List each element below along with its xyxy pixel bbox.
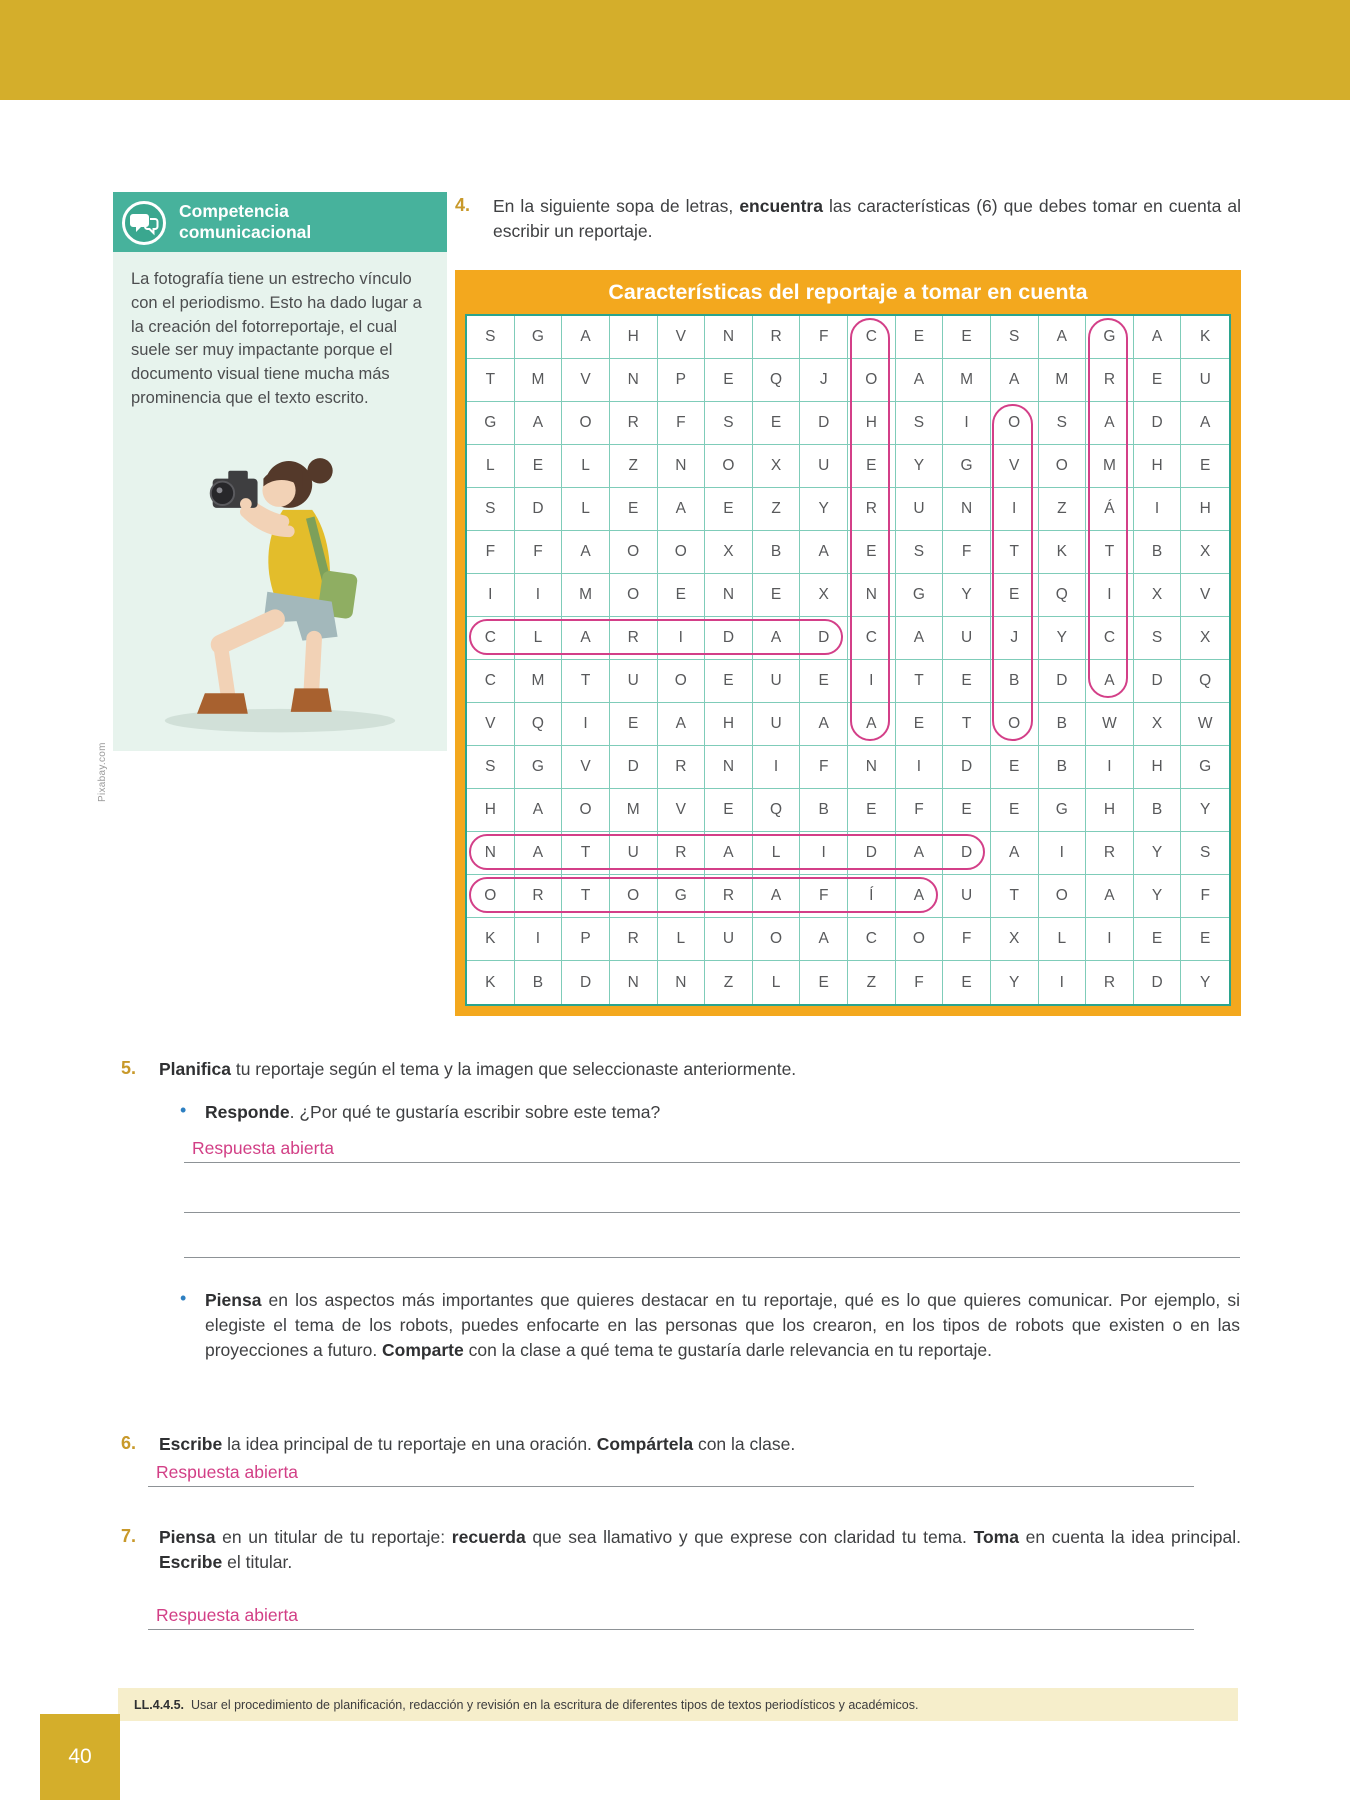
open-answer-label: Respuesta abierta [192, 1138, 335, 1158]
wordsearch-cell: O [705, 445, 753, 488]
wordsearch-cell: R [848, 488, 896, 531]
item-7-number: 7. [121, 1526, 137, 1546]
wordsearch-cell: O [467, 875, 515, 918]
top-banner [0, 0, 1350, 100]
answer-line[interactable] [184, 1217, 1240, 1258]
wordsearch-cell: T [562, 875, 610, 918]
wordsearch-cell: A [562, 617, 610, 660]
wordsearch-cell: E [515, 445, 563, 488]
wordsearch-cell: I [943, 402, 991, 445]
wordsearch-cell: Y [896, 445, 944, 488]
wordsearch-cell: F [467, 531, 515, 574]
wordsearch-cell: Z [753, 488, 801, 531]
wordsearch-cell: A [515, 832, 563, 875]
wordsearch-cell: U [610, 660, 658, 703]
wordsearch-cell: A [562, 531, 610, 574]
wordsearch-cell: B [1134, 789, 1182, 832]
wordsearch-cell: M [1086, 445, 1134, 488]
wordsearch-cell: L [1039, 918, 1087, 961]
wordsearch-cell: Y [991, 961, 1039, 1004]
wordsearch-cell: O [610, 875, 658, 918]
wordsearch-cell: Y [1134, 875, 1182, 918]
wordsearch-cell: I [515, 574, 563, 617]
wordsearch-cell: M [562, 574, 610, 617]
speech-bubbles-icon [121, 200, 167, 246]
wordsearch-cell: K [1181, 316, 1229, 359]
wordsearch-cell: W [1181, 703, 1229, 746]
wordsearch-cell: D [562, 961, 610, 1004]
wordsearch-cell: C [1086, 617, 1134, 660]
wordsearch-cell: F [943, 918, 991, 961]
wordsearch-cell: A [991, 832, 1039, 875]
wordsearch-cell: N [610, 359, 658, 402]
wordsearch-cell: M [515, 359, 563, 402]
wordsearch-cell: A [1086, 660, 1134, 703]
wordsearch-cell: D [515, 488, 563, 531]
wordsearch-cell: X [753, 445, 801, 488]
wordsearch-cell: D [1134, 660, 1182, 703]
wordsearch-cell: T [991, 875, 1039, 918]
wordsearch-cell: Z [1039, 488, 1087, 531]
wordsearch-cell: F [896, 789, 944, 832]
wordsearch-cell: M [943, 359, 991, 402]
wordsearch-cell: V [467, 703, 515, 746]
wordsearch-cell: N [467, 832, 515, 875]
item-4-text: En la siguiente sopa de letras, encuentra las características (6) que debes tomar en cuenta al escribir un reportaje. [493, 196, 1241, 241]
wordsearch-cell: R [658, 746, 706, 789]
item-5-bullet-a [166, 1100, 1240, 1125]
wordsearch-cell: P [658, 359, 706, 402]
competencia-title-line1: Competencia [179, 201, 289, 221]
item-7-text: Piensa en un titular de tu reportaje: recuerda que sea llamativo y que exprese con claridad tu tema. Toma en cuenta la idea principal. Escribe el titular. [159, 1527, 1242, 1572]
bullet-icon: • [180, 1100, 187, 1120]
wordsearch-cell: X [991, 918, 1039, 961]
wordsearch-cell: A [1086, 875, 1134, 918]
wordsearch-cell: O [610, 574, 658, 617]
wordsearch-cell: H [1134, 746, 1182, 789]
wordsearch-cell: R [658, 832, 706, 875]
wordsearch-cell: A [800, 703, 848, 746]
bullet-icon: • [180, 1288, 187, 1308]
wordsearch-cell: G [1181, 746, 1229, 789]
wordsearch-cell: E [658, 574, 706, 617]
wordsearch-cell: J [800, 359, 848, 402]
wordsearch-cell: G [943, 445, 991, 488]
wordsearch-cell: E [705, 359, 753, 402]
page-number: 40 [40, 1714, 120, 1800]
wordsearch-cell: A [800, 918, 848, 961]
wordsearch-cell: F [1181, 875, 1229, 918]
wordsearch-cell: E [943, 660, 991, 703]
wordsearch-cell: G [467, 402, 515, 445]
wordsearch-cell: F [896, 961, 944, 1004]
wordsearch-cell: B [515, 961, 563, 1004]
wordsearch-cell: U [943, 875, 991, 918]
wordsearch-cell: W [1086, 703, 1134, 746]
wordsearch-cell: Q [753, 359, 801, 402]
item-5-text: Planifica tu reportaje según el tema y la imagen que seleccionaste anteriormente. [159, 1059, 797, 1079]
wordsearch-cell: N [705, 316, 753, 359]
wordsearch-cell: U [753, 660, 801, 703]
wordsearch-cell: I [562, 703, 610, 746]
wordsearch-cell: B [753, 531, 801, 574]
wordsearch-cell: K [467, 918, 515, 961]
wordsearch-cell: S [1134, 617, 1182, 660]
wordsearch-cell: H [1181, 488, 1229, 531]
wordsearch-cell: O [991, 402, 1039, 445]
wordsearch-cell: T [943, 703, 991, 746]
wordsearch-cell: R [515, 875, 563, 918]
wordsearch-cell: Y [943, 574, 991, 617]
wordsearch-cell: K [1039, 531, 1087, 574]
wordsearch-cell: S [896, 531, 944, 574]
wordsearch-cell: D [943, 832, 991, 875]
wordsearch-cell: D [1134, 961, 1182, 1004]
wordsearch-cell: D [610, 746, 658, 789]
wordsearch-cell: I [1086, 918, 1134, 961]
wordsearch-cell: X [705, 531, 753, 574]
wordsearch-cell: H [467, 789, 515, 832]
wordsearch-cell: R [753, 316, 801, 359]
wordsearch-cell: B [1039, 746, 1087, 789]
wordsearch-cell: T [896, 660, 944, 703]
wordsearch-cell: V [562, 746, 610, 789]
wordsearch-cell: Q [753, 789, 801, 832]
wordsearch-cell: N [658, 961, 706, 1004]
wordsearch-cell: R [705, 875, 753, 918]
wordsearch-cell: N [610, 961, 658, 1004]
wordsearch-cell: E [848, 531, 896, 574]
wordsearch-cell: Y [1200, 973, 1211, 991]
wordsearch-cell: O [991, 703, 1039, 746]
wordsearch-cell: E [848, 789, 896, 832]
wordsearch-cell: B [1039, 703, 1087, 746]
wordsearch-cell: K [467, 961, 515, 1004]
wordsearch-cell: X [800, 574, 848, 617]
wordsearch-cell: A [658, 488, 706, 531]
wordsearch-cell: L [562, 488, 610, 531]
wordsearch-cell: E [705, 488, 753, 531]
wordsearch-cell: E [1181, 918, 1229, 961]
wordsearch-cell: R [610, 918, 658, 961]
wordsearch-cell: D [1039, 660, 1087, 703]
wordsearch-cell: H [610, 316, 658, 359]
wordsearch-cell: V [1181, 574, 1229, 617]
wordsearch-cell: H [848, 402, 896, 445]
wordsearch-cell: C [467, 617, 515, 660]
photographer-illustration [113, 421, 447, 751]
wordsearch-cell: O [848, 359, 896, 402]
wordsearch-cell: A [1181, 402, 1229, 445]
wordsearch-cell: L [467, 445, 515, 488]
wordsearch-grid [465, 314, 1231, 1006]
competencia-header [113, 192, 447, 252]
wordsearch-cell: S [467, 316, 515, 359]
wordsearch-cell: L [562, 445, 610, 488]
wordsearch-cell: N [848, 746, 896, 789]
wordsearch-cell: B [991, 660, 1039, 703]
wordsearch-cell: U [610, 832, 658, 875]
wordsearch-cell: U [705, 918, 753, 961]
wordsearch-cell: E [610, 703, 658, 746]
item-5-number: 5. [121, 1058, 137, 1078]
wordsearch-cell: D [705, 617, 753, 660]
wordsearch-cell: E [800, 660, 848, 703]
wordsearch-cell: V [562, 359, 610, 402]
wordsearch-cell: I [658, 617, 706, 660]
wordsearch-cell: B [800, 789, 848, 832]
wordsearch-cell: S [991, 316, 1039, 359]
wordsearch-cell: C [848, 316, 896, 359]
wordsearch-cell: M [1039, 359, 1087, 402]
wordsearch-cell: A [896, 359, 944, 402]
wordsearch-cell: S [467, 746, 515, 789]
wordsearch-cell: I [800, 832, 848, 875]
wordsearch-cell: Y [1039, 617, 1087, 660]
wordsearch-cell: G [515, 746, 563, 789]
wordsearch-cell: U [800, 445, 848, 488]
item-6-number: 6. [121, 1433, 137, 1453]
wordsearch-cell: F [800, 316, 848, 359]
competencia-box [113, 192, 447, 751]
wordsearch-cell: A [515, 789, 563, 832]
wordsearch-cell: G [1086, 316, 1134, 359]
wordsearch-cell: I [848, 660, 896, 703]
wordsearch-cell: E [991, 746, 1039, 789]
wordsearch-cell: Á [1086, 488, 1134, 531]
wordsearch-cell: A [991, 359, 1039, 402]
wordsearch-cell: X [1181, 617, 1229, 660]
wordsearch-cell: F [658, 402, 706, 445]
wordsearch-cell: D [943, 746, 991, 789]
wordsearch-cell: G [1039, 789, 1087, 832]
wordsearch-cell: H [705, 703, 753, 746]
wordsearch-cell: I [753, 746, 801, 789]
wordsearch-cell: O [658, 660, 706, 703]
wordsearch-cell: U [1181, 359, 1229, 402]
wordsearch-cell: N [848, 574, 896, 617]
answer-line[interactable] [184, 1172, 1240, 1213]
wordsearch-cell: L [658, 918, 706, 961]
wordsearch-cell: E [610, 488, 658, 531]
wordsearch-cell: F [800, 746, 848, 789]
wordsearch-cell: M [610, 789, 658, 832]
wordsearch-cell: C [848, 918, 896, 961]
wordsearch-cell: Q [1181, 660, 1229, 703]
wordsearch-cell: N [705, 574, 753, 617]
item-7 [121, 1525, 1241, 1575]
wordsearch-cell: A [562, 316, 610, 359]
wordsearch-cell: R [610, 617, 658, 660]
wordsearch-cell: E [1134, 359, 1182, 402]
answer-line[interactable] [148, 1452, 1194, 1487]
wordsearch-cell: L [753, 961, 801, 1004]
wordsearch-cell: S [1181, 832, 1229, 875]
wordsearch-cell: O [562, 402, 610, 445]
wordsearch-cell: S [896, 402, 944, 445]
wordsearch-cell: I [1086, 746, 1134, 789]
standard-code: LL.4.4.5. [134, 1697, 185, 1712]
wordsearch-cell: A [848, 703, 896, 746]
wordsearch-cell: I [1086, 574, 1134, 617]
wordsearch-cell: I [1039, 832, 1087, 875]
wordsearch-cell: A [896, 617, 944, 660]
wordsearch-cell: F [800, 875, 848, 918]
wordsearch-cell: A [753, 617, 801, 660]
image-credit: Pixabay.com [97, 742, 108, 802]
wordsearch-cell: R [610, 402, 658, 445]
wordsearch-cell: M [515, 660, 563, 703]
wordsearch-cell: O [610, 531, 658, 574]
wordsearch-cell: F [515, 531, 563, 574]
wordsearch-cell: T [562, 832, 610, 875]
wordsearch-cell: V [658, 316, 706, 359]
wordsearch-cell: N [658, 445, 706, 488]
item-6-text: Escribe la idea principal de tu reportaje en una oración. Compártela con la clase. [159, 1434, 796, 1454]
wordsearch-cell: G [896, 574, 944, 617]
wordsearch-cell: A [1086, 402, 1134, 445]
wordsearch-cell: S [467, 488, 515, 531]
wordsearch-cell: V [658, 789, 706, 832]
wordsearch-cell: I [515, 918, 563, 961]
wordsearch-cell: A [896, 875, 944, 918]
wordsearch-cell: E [1134, 918, 1182, 961]
wordsearch [455, 270, 1241, 1016]
item-5-bullet-b [166, 1288, 1240, 1363]
wordsearch-cell: P [562, 918, 610, 961]
wordsearch-cell: D [800, 402, 848, 445]
competencia-title-line2: comunicacional [179, 222, 312, 242]
wordsearch-cell: L [515, 617, 563, 660]
wordsearch-cell: S [1039, 402, 1087, 445]
wordsearch-cell: S [705, 402, 753, 445]
wordsearch-cell: I [1134, 488, 1182, 531]
wordsearch-cell: E [943, 789, 991, 832]
wordsearch-cell: E [753, 574, 801, 617]
wordsearch-cell: D [848, 832, 896, 875]
wordsearch-cell: D [800, 617, 848, 660]
wordsearch-cell: O [896, 918, 944, 961]
wordsearch-cell: I [467, 574, 515, 617]
wordsearch-cell: R [1086, 961, 1134, 1004]
wordsearch-cell: E [753, 402, 801, 445]
wordsearch-cell: Y [1134, 832, 1182, 875]
wordsearch-cell: T [1086, 531, 1134, 574]
wordsearch-cell: A [515, 402, 563, 445]
wordsearch-cell: L [753, 832, 801, 875]
wordsearch-cell: E [943, 961, 991, 1004]
wordsearch-cell: T [991, 531, 1039, 574]
wordsearch-cell: H [1086, 789, 1134, 832]
wordsearch-cell: Y [1181, 789, 1229, 832]
wordsearch-cell: O [753, 918, 801, 961]
wordsearch-cell: A [705, 832, 753, 875]
wordsearch-cell: E [705, 789, 753, 832]
wordsearch-cell: R [1086, 832, 1134, 875]
wordsearch-cell: C [848, 617, 896, 660]
wordsearch-cell: A [1039, 316, 1087, 359]
wordsearch-cell: U [753, 703, 801, 746]
wordsearch-cell: X [1181, 531, 1229, 574]
wordsearch-cell: Q [1039, 574, 1087, 617]
wordsearch-cell: E [943, 316, 991, 359]
wordsearch-cell: V [991, 445, 1039, 488]
wordsearch-cell: E [1181, 445, 1229, 488]
answer-line[interactable] [184, 1126, 1240, 1163]
wordsearch-cell: C [467, 660, 515, 703]
wordsearch-cell: T [467, 359, 515, 402]
wordsearch-cell: J [991, 617, 1039, 660]
wordsearch-cell: O [1039, 875, 1087, 918]
answer-line[interactable] [148, 1595, 1194, 1630]
wordsearch-cell: E [991, 574, 1039, 617]
wordsearch-cell: A [896, 832, 944, 875]
wordsearch-cell: I [896, 746, 944, 789]
wordsearch-cell: Í [848, 875, 896, 918]
wordsearch-cell: N [943, 488, 991, 531]
wordsearch-cell: E [848, 445, 896, 488]
wordsearch-cell: Z [705, 961, 753, 1004]
wordsearch-cell: O [1039, 445, 1087, 488]
wordsearch-cell: E [896, 316, 944, 359]
standard-text: Usar el procedimiento de planificación, redacción y revisión en la escritura de diferentes tipos de textos periodísticos y académicos. [191, 1697, 919, 1712]
wordsearch-cell: G [515, 316, 563, 359]
wordsearch-cell: A [800, 531, 848, 574]
wordsearch-cell: A [658, 703, 706, 746]
wordsearch-cell: F [943, 531, 991, 574]
wordsearch-cell: Y [800, 488, 848, 531]
item-5-bullet-b-text: Piensa en los aspectos más importantes que quieres destacar en tu reportaje, qué es lo que quieres comunicar. Por ejemplo, si elegiste el tema de los robots, puedes enfocarte en las personas que los crearon, en los tipos de robots que existen o en las proyecciones a futuro. Comparte con la clase a qué tema te gustaría darle relevancia en tu reportaje. [205, 1290, 1240, 1360]
wordsearch-title: Características del reportaje a tomar en cuenta [608, 280, 1088, 304]
item-4 [455, 194, 1241, 244]
wordsearch-cell: A [1134, 316, 1182, 359]
wordsearch-cell: H [1134, 445, 1182, 488]
wordsearch-cell: Z [848, 961, 896, 1004]
wordsearch-cell: N [705, 746, 753, 789]
wordsearch-cell: O [658, 531, 706, 574]
wordsearch-cell: D [1134, 402, 1182, 445]
item-5 [121, 1057, 1241, 1082]
wordsearch-cell: G [658, 875, 706, 918]
open-answer-label: Respuesta abierta [156, 1462, 299, 1482]
wordsearch-cell: I [1039, 961, 1087, 1004]
wordsearch-cell: E [705, 660, 753, 703]
wordsearch-cell: Q [515, 703, 563, 746]
wordsearch-cell: B [1134, 531, 1182, 574]
wordsearch-wrap [465, 314, 1231, 1006]
standard-footer [118, 1688, 1238, 1721]
wordsearch-cell: T [562, 660, 610, 703]
wordsearch-cell: A [753, 875, 801, 918]
wordsearch-cell: X [1134, 574, 1182, 617]
item-4-number: 4. [455, 195, 471, 215]
wordsearch-cell: Z [610, 445, 658, 488]
wordsearch-cell: E [896, 703, 944, 746]
wordsearch-cell: U [943, 617, 991, 660]
wordsearch-cell: X [1134, 703, 1182, 746]
competencia-body-text: La fotografía tiene un estrecho vínculo con el periodismo. Esto ha dado lugar a la creación del fotorreportaje, el cual suele ser muy impactante porque el documento visual tiene mucha más prominencia que el texto escrito. [131, 270, 422, 407]
wordsearch-cell: I [991, 488, 1039, 531]
wordsearch-cell: R [1086, 359, 1134, 402]
open-answer-label: Respuesta abierta [156, 1605, 299, 1625]
wordsearch-cell: O [562, 789, 610, 832]
wordsearch-cell: E [800, 961, 848, 1004]
wordsearch-cell: E [991, 789, 1039, 832]
wordsearch-cell: U [896, 488, 944, 531]
item-5-bullet-a-text: Responde. ¿Por qué te gustaría escribir sobre este tema? [205, 1102, 661, 1122]
